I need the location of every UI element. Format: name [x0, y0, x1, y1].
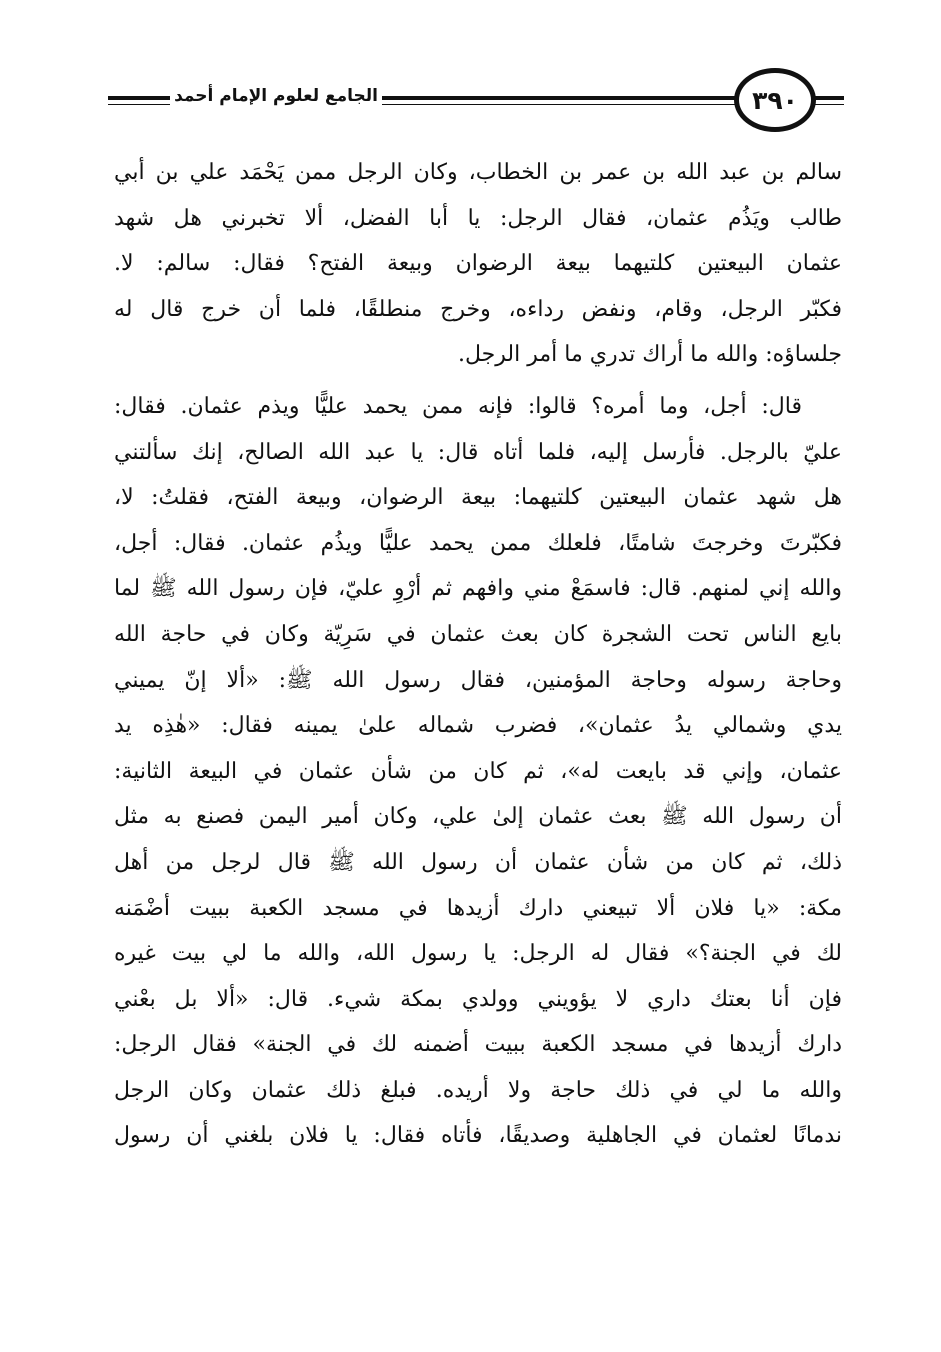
text-line: ندمانًا لعثمان في الجاهلية وصديقًا، فأتاه فقال: يا فلان بلغني أن رسول [114, 1123, 842, 1149]
text-line: هل شهد عثمان البيعتين كلتيهما: بيعة الرضوان، وبيعة الفتح، فقلتُ: لا، [114, 485, 842, 511]
page-header [100, 66, 844, 138]
text-line: ذلك، ثم كان من شأن عثمان أن رسول الله ﷺ قال لرجل من أهل [114, 849, 842, 875]
text-line: وحاجة رسوله وحاجة المؤمنين، فقال رسول الله ﷺ: «ألا إنّ يميني [114, 667, 842, 693]
body-text [114, 150, 842, 1165]
header-rule [382, 96, 738, 100]
text-line: طالب ويَذُم عثمان، فقال الرجل: يا أبا الفضل، ألا تخبرني هل شهد [114, 205, 842, 231]
text-line: والله ما لي في ذلك حاجة ولا أريده. فبلغ ذلك عثمان وكان الرجل [114, 1077, 842, 1103]
text-line: مكة: «يا فلان ألا تبيعني دارك أزيدها في مسجد الكعبة ببيت أضْمَنه [114, 895, 842, 921]
text-line: والله إني لمنهم. قال: فاسمَعْ مني وافهم ثم أرْوِ عليّ، فإن رسول الله ﷺ لما [114, 576, 842, 602]
header-rule [108, 104, 170, 105]
running-title: الجامع لعلوم الإمام أحمد [174, 86, 378, 106]
text-line: فكبّر الرجل، وقام، ونفض رداءه، وخرج منطلقًا، فلما أن خرج قال له [114, 296, 842, 322]
header-rule [812, 104, 844, 105]
text-line: لك في الجنة؟» فقال له الرجل: يا رسول الله، والله ما لي بيت غيره [114, 941, 842, 967]
text-line: فكبّرتَ وخرجتَ شامتًا، فلعلك ممن يحمد عليًّا ويذُم عثمان. فقال: أجل، [114, 530, 842, 556]
page-number-frame [734, 68, 816, 132]
header-rule [812, 96, 844, 100]
paragraph [114, 384, 842, 1159]
text-line: سالم بن عبد الله بن عمر بن الخطاب، وكان الرجل ممن يَحْمَد علي بن أبي [114, 160, 842, 185]
page-number: ٣٩٠ [752, 85, 798, 115]
paragraph [114, 150, 842, 378]
header-rule [382, 104, 738, 105]
text-line: بايع الناس تحت الشجرة كان بعث عثمان في سَرِيّة وكان في حاجة الله [114, 621, 842, 647]
text-line: فإن أنا بعتك داري لا يؤويني وولدي بمكة شيء. قال: «ألا بل بعْني [114, 986, 842, 1012]
text-line: يدي وشمالي يدُ عثمان»، فضرب شماله علىٰ يمينه فقال: «هٰذِه يد [114, 713, 842, 739]
text-line: عثمان البيعتين كلتيهما بيعة الرضوان وبيعة الفتح؟ فقال: سالم: لا. [114, 251, 842, 277]
text-line: قال: أجل، وما أمره؟ قالوا: فإنه ممن يحمد عليًّا ويذم عثمان. فقال: [114, 393, 802, 419]
text-line: دارك أزيدها في مسجد الكعبة ببيت أضمنه لك في الجنة» فقال الرجل: [114, 1032, 842, 1058]
header-rule [108, 96, 170, 100]
text-line: جلساؤه: والله ما أراك تدري ما أمر الرجل. [458, 342, 842, 368]
text-line: أن رسول الله ﷺ بعث عثمان إلىٰ علي، وكان أمير اليمن فصنع به مثل [114, 804, 842, 830]
text-line: عثمان، وإني قد بايعت له»، ثم كان من شأن عثمان في البيعة الثانية: [114, 758, 842, 784]
text-line: عليّ بالرجل. فأرسل إليه، فلما أتاه قال: يا عبد الله الصالح، إنك سألتني [114, 439, 842, 465]
